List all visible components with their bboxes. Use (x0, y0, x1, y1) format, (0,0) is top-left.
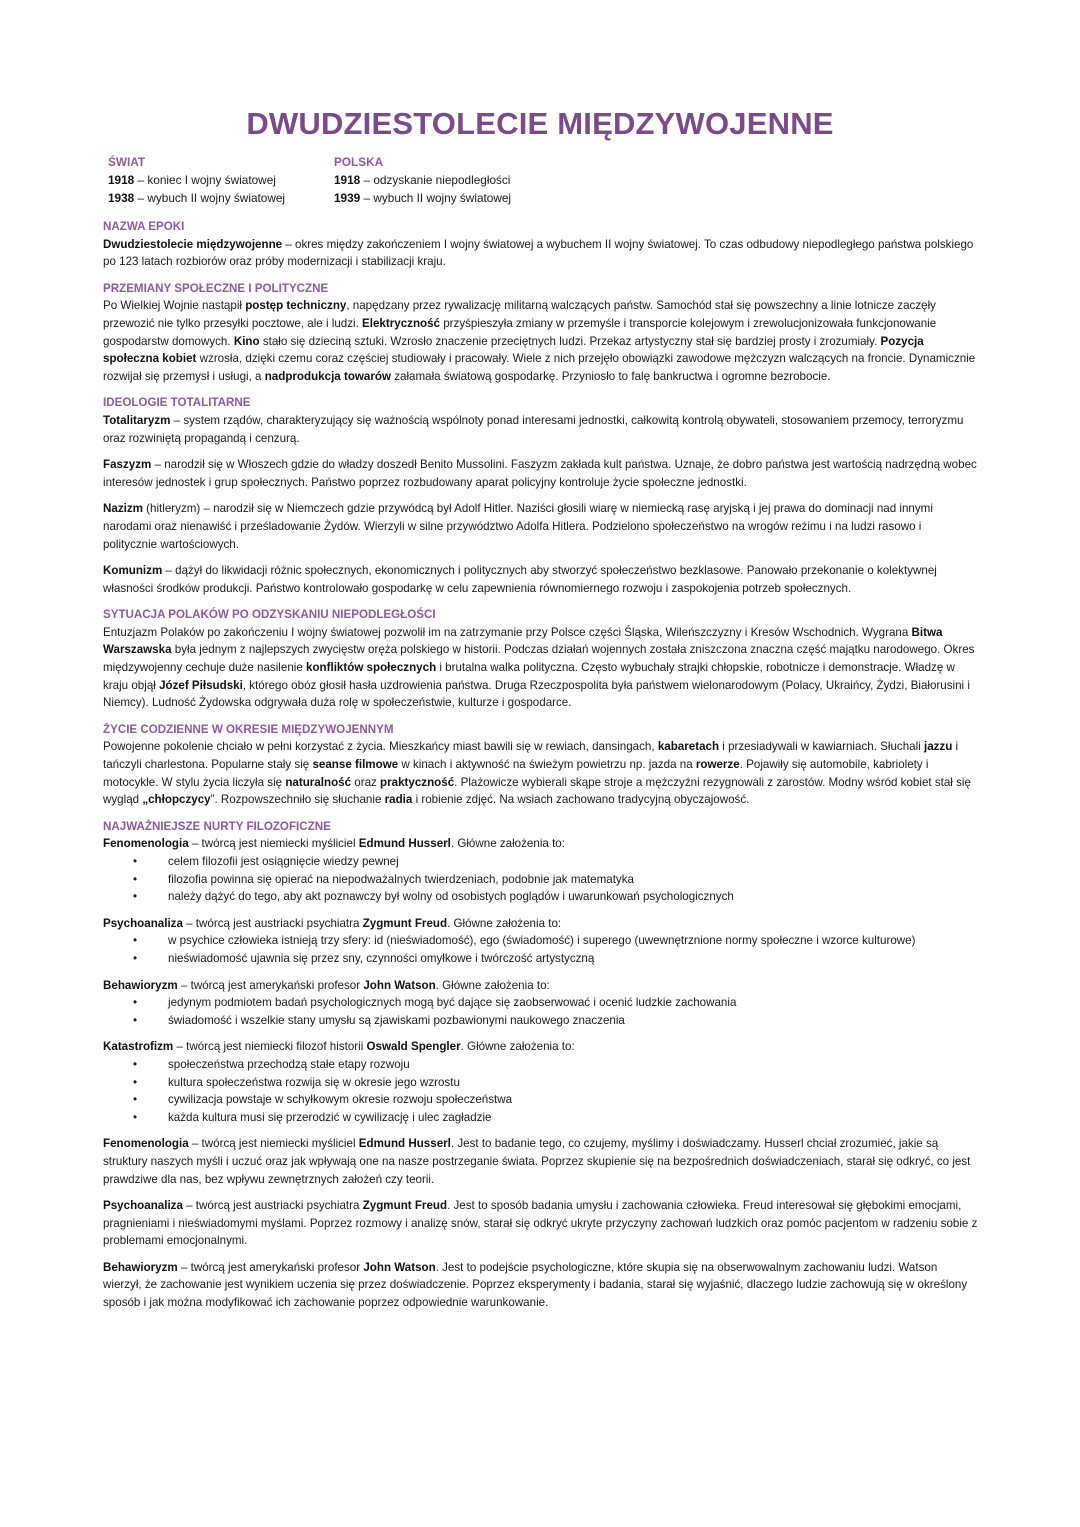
section-heading: NAZWA EPOKI (103, 220, 185, 233)
list-item-text: kultura społeczeństwa rozwija się w okresie jego wzrostu (168, 1075, 460, 1089)
bullet-list (103, 994, 978, 1029)
text-run: oraz (351, 775, 381, 789)
text-run: . Plażowicze wybierali skąpe stroje a mężczyźni rezygnowali z zarostów. Modny wśród kobiet stał się wygląd (103, 775, 971, 807)
bullet-list (103, 932, 978, 967)
list-item (103, 853, 978, 871)
list-item (103, 932, 978, 950)
bold-term: Psychoanaliza (103, 1199, 183, 1213)
list-item-text: każda kultura musi się przerodzić w cywilizację i ulec zagładzie (168, 1110, 492, 1124)
paragraph (103, 500, 978, 553)
text-run: . Główne założenia to: (450, 837, 565, 851)
text-run: przyśpieszyła zmiany w przemyśle i transporcie kolejowym i zrewolucjonizowała funkcjonowanie gospodarstw domowych. (103, 316, 937, 348)
text-run: – twórcą jest niemiecki filozof historii (173, 1040, 367, 1054)
timeline-row (334, 190, 560, 208)
timeline-year: 1939 (334, 190, 361, 205)
list-item-text: nieświadomość ujawnia się przez sny, czynności omyłkowe i twórczość artystyczną (168, 951, 595, 965)
bold-term: konfliktów społecznych (306, 661, 437, 675)
text-run: – twórcą jest niemiecki myśliciel (188, 837, 359, 851)
bold-term: Psychoanaliza (103, 916, 183, 930)
timeline-poland (334, 154, 560, 207)
bold-term: Nazizm (103, 502, 143, 516)
bold-term: Józef Piłsudski (159, 678, 243, 692)
paragraph (103, 738, 978, 808)
bold-term: praktyczność (380, 775, 455, 789)
bold-term: Katastrofizm (103, 1040, 174, 1054)
section-heading: PRZEMIANY SPOŁECZNE I POLITYCZNE (103, 281, 329, 295)
text-run: – twórcą jest niemiecki myśliciel (188, 1137, 359, 1151)
bullet-icon: • (133, 855, 138, 868)
bold-term: Bitwa Warszawska (103, 625, 943, 657)
text-run: – twórcą jest amerykański profesor (177, 1260, 364, 1274)
timeline-row (334, 172, 560, 190)
bold-term: kabaretach (657, 740, 720, 754)
paragraph (103, 1135, 978, 1188)
text-run: – narodził się w Włoszech gdzie do władzy doszedł Benito Mussolini. Faszyzm zakłada kult państwa. Uznaje, że dobro państwa jest wartością nadrzędną wobec interesów jednostek i grup społecznych. Państwo poprzez rozbudowany aparat policyjny kontroluje życie społeczne jednostki. (103, 458, 977, 489)
list-item (103, 1074, 978, 1092)
text-run: , napędzany przez rywalizację militarną walczących państw. Samochód stał się powszechny a linie lotnicze zaczęły przewozić nie tylko przesyłki pocztowe, ale i ludzi. (103, 299, 936, 330)
list-item-text: jedynym podmiotem badań psychologicznych mogą być dające się zaobserwować i ocenić ludzkie zachowania (168, 996, 737, 1010)
section (103, 721, 978, 809)
text-run: Po Wielkiej Wojnie nastąpił (103, 299, 246, 313)
document-body (103, 212, 978, 1321)
bullet-icon: • (133, 1093, 138, 1107)
text-run: – twórcą jest austriacki psychiatra (182, 916, 363, 930)
text-run: – dążył do likwidacji różnic społecznych, ekonomicznych i politycznych aby stworzyć społeczeństwo bezklasowe. Panowało przekonanie o kolektywnej własności środków produkcji. Państwo kontrolowało gospodarkę w celu zapewnienia równomiernego rozwoju i zaspokojenia potrzeb społecznych. (103, 564, 937, 595)
bold-term: naturalność (285, 775, 352, 789)
timeline-event: – wybuch II wojny światowej (134, 190, 286, 205)
bold-term: jazzu (923, 740, 953, 754)
text-run: załamała światową gospodarkę. Przyniosło to falę bankructwa i ogromne bezrobocie. (390, 369, 831, 383)
list-item-text: filozofia powinna się opierać na niepodważalnych twierdzeniach, podobnie jak matematyka (168, 872, 634, 886)
timeline-heading: POLSKA (334, 155, 384, 169)
section-heading: SYTUACJA POLAKÓW PO ODZYSKANIU NIEPODLEGŁOŚCI (103, 608, 436, 622)
paragraph (103, 412, 978, 447)
bullet-icon: • (133, 872, 138, 886)
bullet-icon: • (133, 1075, 138, 1089)
list-item (103, 994, 978, 1012)
paragraph (103, 456, 978, 491)
text-run: i przesiadywali w kawiarniach. Słuchali (719, 740, 924, 754)
bold-term: Behawioryzm (103, 1260, 178, 1274)
timeline-world (108, 154, 334, 207)
text-run: . Główne założenia to: (435, 978, 550, 992)
bold-term: Faszyzm (103, 458, 152, 472)
list-item (103, 1012, 978, 1030)
text-run: . Jest to podejście psychologiczne, które skupia się na obserwowalnym zachowaniu ludzi. Watson wierzył, że zachowanie jest wynikiem uczenia się przez doświadczenie. Poprzez eksperymenty i badania, starał się wyjaśnić, dlaczego ludzie zachowują się w określony sposób i jak można modyfikować ich zachowanie poprzez odpowiednie warunkowanie. (103, 1260, 968, 1310)
bullet-icon: • (133, 1013, 138, 1027)
text-run: – system rządów, charakteryzujący się ważnością wspólnoty ponad interesami jednostki, całkowitą kontrolą obywateli, stosowaniem przemocy, terroryzmu oraz rozwiniętą propagandą i cenzurą. (103, 413, 964, 445)
timeline-year: 1918 (334, 172, 361, 187)
list-item (103, 950, 978, 968)
list-item-text: celem filozofii jest osiągnięcie wiedzy pewnej (168, 855, 399, 868)
bold-term: seanse filmowe (312, 758, 399, 772)
bold-term: Fenomenologia (103, 837, 189, 851)
bullet-icon: • (133, 996, 138, 1010)
list-item (103, 871, 978, 889)
text-run: . Główne założenia to: (447, 916, 562, 930)
paragraph (103, 562, 978, 597)
paragraph (103, 915, 978, 933)
timeline-heading: ŚWIAT (108, 155, 146, 169)
list-item (103, 1056, 978, 1074)
timeline-event: – odzyskanie niepodległości (360, 172, 511, 187)
paragraph (103, 236, 978, 271)
timeline (108, 154, 560, 207)
list-item-text: należy dążyć do tego, aby akt poznawczy był wolny od osobistych poglądów i uwarunkowań psychologicznych (168, 890, 734, 904)
text-run: (hitleryzm) – narodził się w Niemczech gdzie przywódcą był Adolf Hitler. Naziści głosili wiarę w niemiecką rasę aryjską i jej prawa do dominacji nad innymi narodami oraz nienawiść i prześladowanie Żydów. Wierzyli w silne przywództwo Adolfa Hitlera. Podzielono społeczeństwo na wrogów reżimu i na ludzi rasowo i politycznie wartościowych. (103, 502, 933, 551)
bold-term: postęp techniczny (245, 299, 347, 313)
text-run: i tańczyli charlestona. Popularne stały się (103, 740, 959, 772)
bold-term: radia (384, 793, 413, 807)
timeline-year: 1938 (108, 190, 135, 205)
timeline-event: – wybuch II wojny światowej (360, 190, 512, 205)
bold-term: Edmund Husserl (358, 1137, 451, 1151)
text-run: i brutalna walka polityczna. Często wybuchały strajki chłopskie, robotnicze i demonstracje. Władzę w kraju objął (103, 661, 955, 692)
section (103, 218, 978, 271)
list-item (103, 888, 978, 906)
bold-term: rowerze (695, 758, 740, 772)
text-run: wzrosła, dzięki czemu coraz częściej studiowały i pracowały. Wiele z nich przejęło obowiązki zawodowe mężczyzn walczących na froncie. Dynamicznie rozwijał się przemysł i usługi, a (103, 352, 976, 383)
bold-term: Fenomenologia (103, 1137, 189, 1151)
text-run: . Główne założenia to: (460, 1040, 575, 1054)
paragraph (103, 1259, 978, 1312)
text-run: stało się dzieciną sztuki. Wzrosło znaczenie przeciętnych ludzi. Przekaz artystyczny stał się bardziej prosty i zrozumiały. (259, 334, 881, 348)
list-item-text: społeczeństwa przechodzą stałe etapy rozwoju (168, 1057, 410, 1071)
text-run: i robienie zdjęć. Na wsiach zachowano tradycyjną obyczajowość. (412, 793, 750, 807)
text-run: . Jest to badanie tego, co czujemy, myślimy i doświadczamy. Husserl chciał zrozumieć, jakie są struktury naszych myśli i uczuć oraz jak wpływają one na nasze postrzeganie świata. Poprzez skupienie się na bezpośrednich doświadczeniach, starał się odkryć, co jest prawdziwe dla nas, bez wpływu zewnętrznych założeń czy teorii. (103, 1137, 971, 1186)
text-run: . Pojawiły się automobile, kabriolety i motocykle. W stylu życia liczyła się (103, 758, 929, 789)
bullet-list (103, 1056, 978, 1126)
section (103, 606, 978, 712)
list-item (103, 1091, 978, 1109)
bold-term: Komunizm (103, 564, 163, 578)
paragraph (103, 977, 978, 995)
bold-term: Kino (233, 334, 260, 348)
text-run: była jednym z najlepszych zwycięstw oręża polskiego w historii. Podczas działań wojennych została zniszczona znaczna część majątku narodowego. Okres międzywojenny cechuje duże nasilenie (103, 643, 975, 675)
section (103, 394, 978, 597)
text-run: Powojenne pokolenie chciało w pełni korzystać z życia. Mieszkańcy miast bawili się w rewiach, dansingach, (103, 740, 658, 754)
bullet-icon: • (133, 1110, 138, 1124)
bullet-icon: • (133, 934, 138, 948)
section (103, 280, 978, 386)
text-run: ”. Rozpowszechniło się słuchanie (210, 793, 385, 807)
bold-term: Edmund Husserl (358, 837, 451, 851)
text-run: – twórcą jest austriacki psychiatra (182, 1199, 363, 1213)
list-item-text: świadomość i wszelkie stany umysłu są zjawiskami pozbawionymi naukowego znaczenia (168, 1013, 625, 1027)
list-item (103, 1109, 978, 1127)
bold-term: Dwudziestolecie międzywojenne (103, 237, 283, 251)
timeline-year: 1918 (108, 172, 135, 187)
bold-term: Behawioryzm (103, 978, 178, 992)
text-run: – okres między zakończeniem I wojny światowej a wybuchem II wojny światowej. To czas odbudowy niepodległego państwa polskiego po 123 latach rozbiorów oraz próby modernizacji i stabilizacji kraju. (103, 237, 974, 269)
paragraph (103, 1197, 978, 1250)
paragraph (103, 297, 978, 385)
timeline-event: – koniec I wojny światowej (134, 172, 276, 187)
section (103, 818, 978, 1312)
bold-term: Totalitaryzm (103, 413, 171, 427)
bold-term: Elektryczność (362, 316, 441, 330)
bold-term: Pozycja społeczna kobiet (103, 334, 924, 366)
bold-term: Zygmunt Freud (362, 1199, 448, 1213)
paragraph (103, 835, 978, 853)
text-run: . Jest to sposób badania umysłu i zachowania człowieka. Freud interesował się głębokimi emocjami, pragnieniami i nieświadomymi myślami. Poprzez rozmowy i analizę snów, starał się odkryć ukryte przyczyny zachowań ludzkich oraz pomóc pacjentom w radzeniu sobie z problemami emocjonalnymi. (103, 1199, 978, 1248)
text-run: – twórcą jest amerykański profesor (177, 978, 364, 992)
bullet-list (103, 853, 978, 906)
paragraph (103, 624, 978, 712)
text-run: w kinach i aktywność na świeżym powietrzu np. jazda na (398, 758, 696, 772)
bold-term: Oswald Spengler (366, 1040, 461, 1054)
bullet-icon: • (133, 890, 138, 904)
paragraph (103, 1038, 978, 1056)
bullet-icon: • (133, 1057, 138, 1071)
page-title: DWUDZIESTOLECIE MIĘDZYWOJENNE (246, 106, 834, 141)
section-heading: ŻYCIE CODZIENNE W OKRESIE MIĘDZYWOJENNYM (103, 722, 394, 736)
bold-term: nadprodukcja towarów (264, 369, 391, 383)
bold-term: Zygmunt Freud (362, 916, 448, 930)
list-item-text: w psychice człowieka istnieją trzy sfery: id (nieświadomość), ego (świadomość) i superego (uwewnętrznione normy społeczne i wzorce kulturowe) (168, 934, 916, 948)
list-item-text: cywilizacja powstaje w schyłkowym okresie rozwoju społeczeństwa (168, 1093, 513, 1107)
bold-term: „chłopczycy (142, 793, 211, 807)
section-heading: IDEOLOGIE TOTALITARNE (103, 396, 251, 410)
bullet-icon: • (133, 951, 138, 965)
bold-term: John Watson (363, 978, 436, 992)
timeline-row (108, 190, 334, 208)
bold-term: John Watson (363, 1260, 436, 1274)
section-heading: NAJWAŻNIEJSZE NURTY FILOZOFICZNE (103, 819, 331, 833)
text-run: , którego obóz głosił hasła uzdrowienia państwa. Druga Rzeczpospolita była państwem wielonarodowym (Polacy, Ukraińcy, Żydzi, Białorusini i Niemcy). Ludność Żydowska odgrywała duża rolę w społeczeństwie, kulturze i gospodarce. (103, 678, 970, 710)
text-run: Entuzjazm Polaków po zakończeniu I wojny światowej pozwolił im na zatrzymanie przy Polsce części Śląska, Wileńszczyzny i Kresów Wschodnich. Wygrana (103, 625, 912, 639)
timeline-row (108, 172, 334, 190)
